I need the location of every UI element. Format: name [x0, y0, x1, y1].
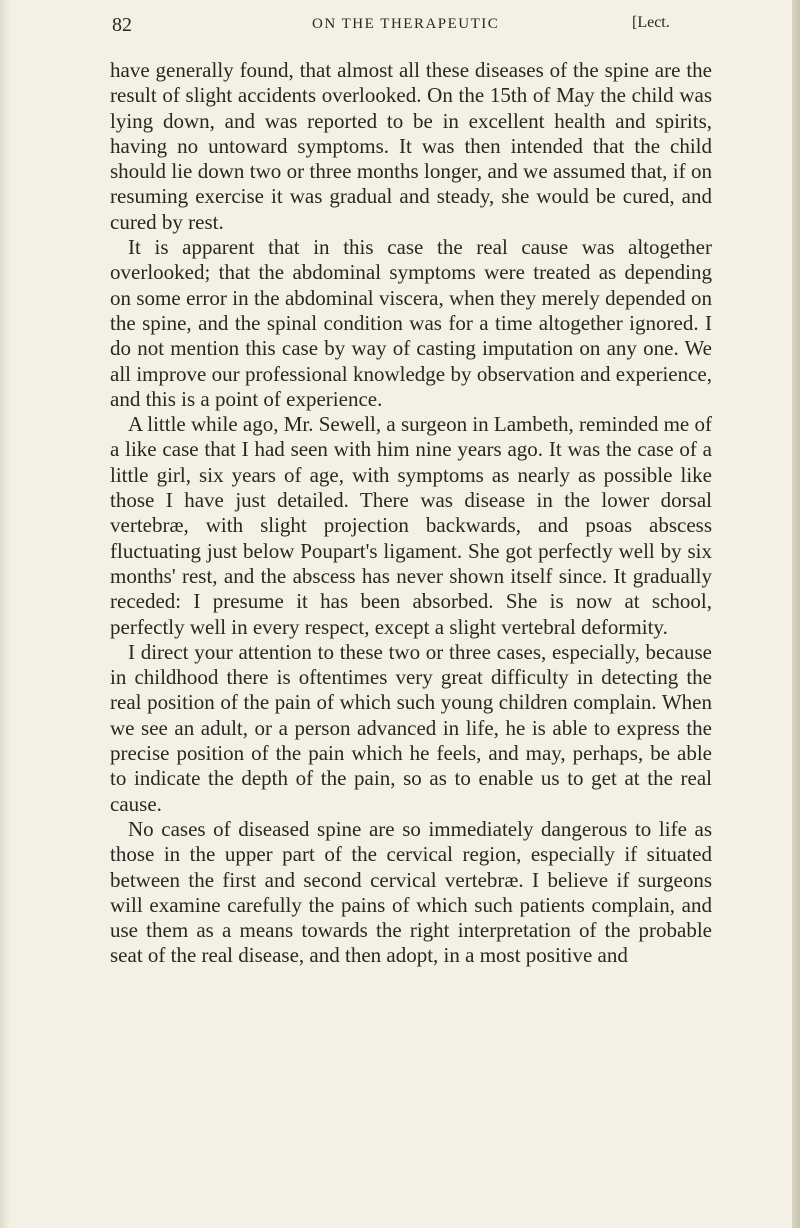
page-gutter-shadow: [0, 0, 10, 1228]
page-edge: [792, 0, 800, 1228]
paragraph: A little while ago, Mr. Sewell, a surgeon in Lambeth, reminded me of a like case that I had seen with him nine years ago. It was the case of a little girl, six years of age, with symptoms as nearly as possible like those I have just detailed. There was disease in the lower dorsal vertebræ, with slight projection backwards, and psoas abscess fluctuating just below Poupart's ligament. She got perfectly well by six months' rest, and the abscess has never shown itself since. It gradually receded: I presume it has been absorbed. She is now at school, perfectly well in every respect, except a slight vertebral deformity.: [110, 412, 712, 639]
running-section: [Lect.: [632, 14, 670, 31]
body-text: [110, 58, 712, 969]
running-header: [112, 14, 712, 44]
paragraph: No cases of diseased spine are so immediately dangerous to life as those in the upper part of the cervical region, especially if situated between the first and second cervical vertebræ. I believe if surgeons will examine carefully the pains of which such patients complain, and use them as a means towards the right interpretation of the probable seat of the real disease, and then adopt, in a most positive and: [110, 816, 712, 968]
paragraph: It is apparent that in this case the real cause was altogether overlooked; that the abdominal symptoms were treated as depending on some error in the abdominal viscera, when they merely depended on the spine, and the spinal condition was for a time altogether ignored. I do not mention this case by way of casting imputation on any one. We all improve our professional knowledge by observation and experience, and this is a point of experience.: [110, 235, 712, 411]
page-number: 82: [112, 14, 132, 36]
paragraph: I direct your attention to these two or three cases, especially, because in childhood there is oftentimes very great difficulty in detecting the real position of the pain of which such young children complain. When we see an adult, or a person advanced in life, he is able to express the precise position of the pain which he feels, and may, perhaps, be able to indicate the depth of the pain, so as to enable us to get at the real cause.: [110, 639, 712, 816]
running-title: ON THE THERAPEUTIC: [312, 16, 500, 32]
paragraph-continued: have generally found, that almost all these diseases of the spine are the result of slight accidents overlooked. On the 15th of May the child was lying down, and was reported to be in excellent health and spirits, having no untoward symptoms. It was then intended that the child should lie down two or three months longer, and we assumed that, if on resuming exercise it was gradual and steady, she would be cured, and cured by rest.: [110, 58, 712, 234]
